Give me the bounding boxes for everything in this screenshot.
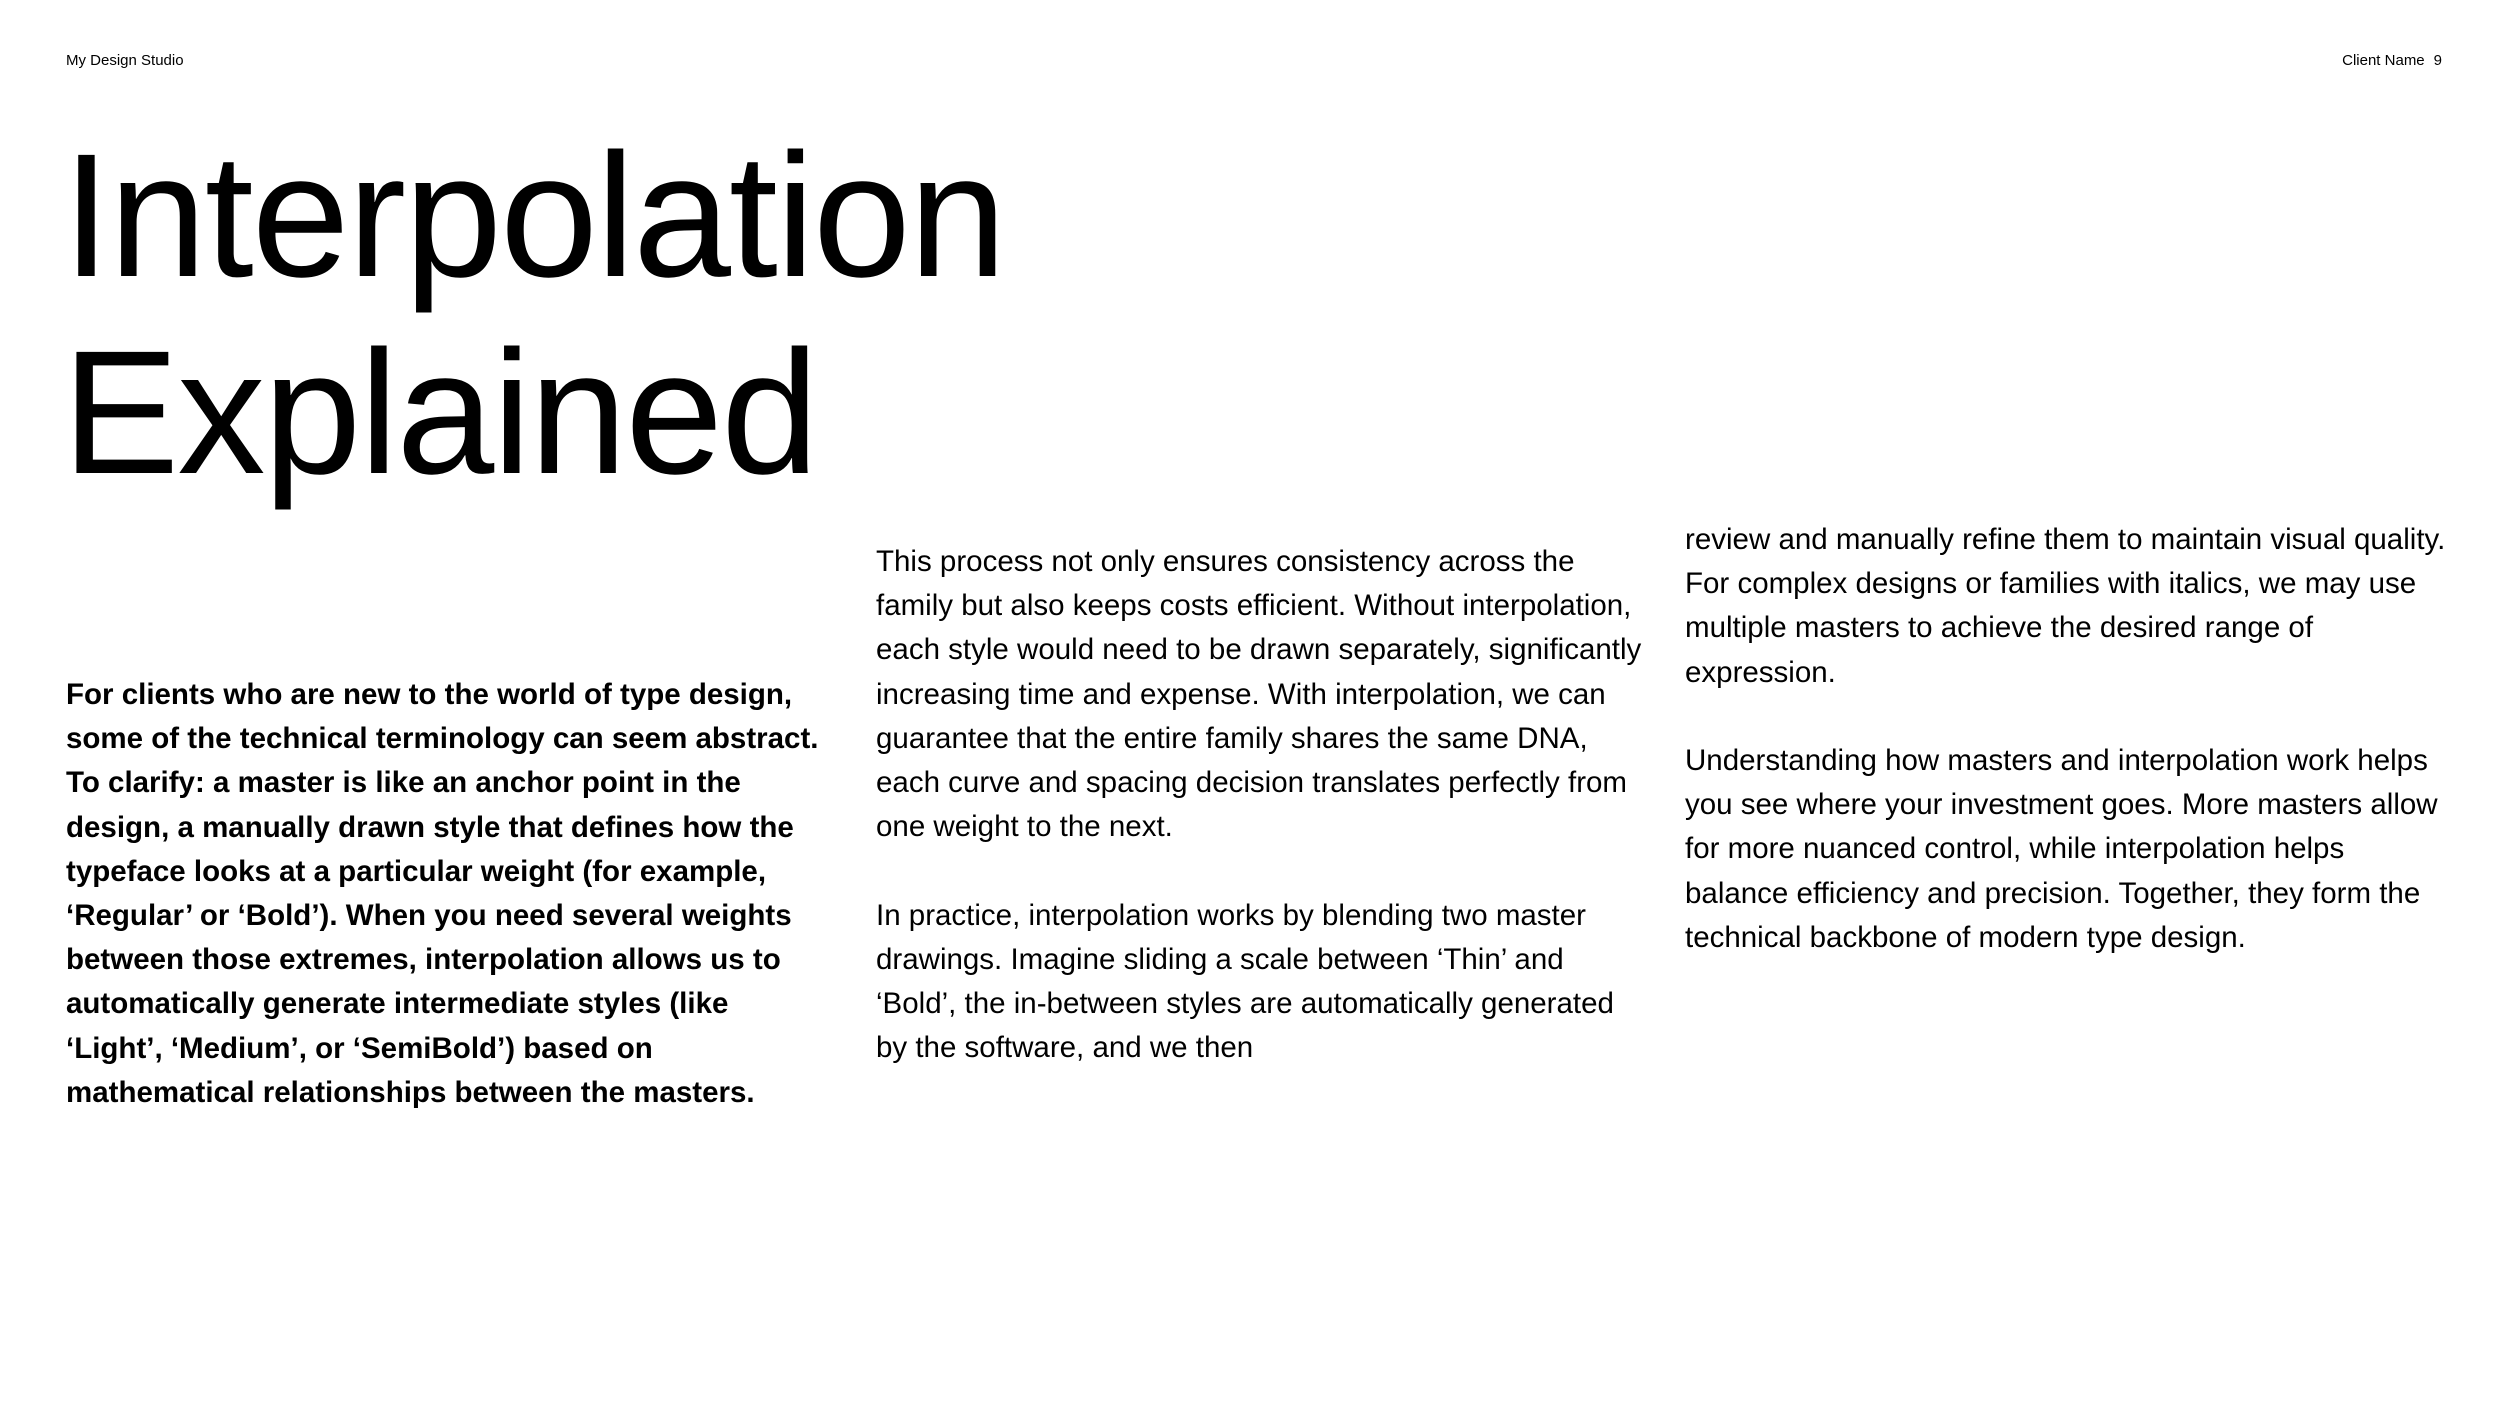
middle-paragraph-2: In practice, interpolation works by blending two master drawings. Imagine sliding a scale between ‘Thin’ and ‘Bold’, the in-between styles are automatically generated by the software, and we then [876, 898, 1614, 1065]
page-title [62, 118, 1005, 512]
middle-column [876, 540, 1646, 1070]
client-name: Client Name [2342, 52, 2425, 69]
title-line-2: Explained [62, 315, 818, 511]
page-number: 9 [2433, 52, 2442, 69]
right-paragraph-1: review and manually refine them to maintain visual quality. For complex designs or families with italics, we may use multiple masters to achieve the desired range of expression. [1685, 523, 2446, 689]
right-column [1685, 518, 2455, 960]
title-line-1: Interpolation [62, 118, 1005, 314]
middle-paragraph-1: This process not only ensures consistency across the family but also keeps costs efficient. Without interpolation, each style would need to be drawn separately, significantly increasing time and expense. With interpolation, we can guarantee that the entire family shares the same DNA, each curve and spacing decision translates perfectly from one weight to the next. [876, 545, 1642, 844]
right-paragraph-2: Understanding how masters and interpolation work helps you see where your investment goes. More masters allow for more nuanced control, while interpolation helps balance efficiency and precision. Together, they form the technical backbone of modern type design. [1685, 744, 2438, 954]
page-meta [2342, 52, 2442, 70]
intro-paragraph: For clients who are new to the world of type design, some of the technical terminology can seem abstract. To clarify: a master is like an anchor point in the design, a manually drawn style that defines how the typeface looks at a particular weight (for example, ‘Regular’ or ‘Bold’). When you need several weights between those extremes, interpolation allows us to automatically generate intermediate styles (like ‘Light’, ‘Medium’, or ‘SemiBold’) based on mathematical relationships between the masters. [66, 678, 819, 1109]
studio-name: My Design Studio [66, 52, 184, 69]
intro-column [66, 673, 826, 1115]
